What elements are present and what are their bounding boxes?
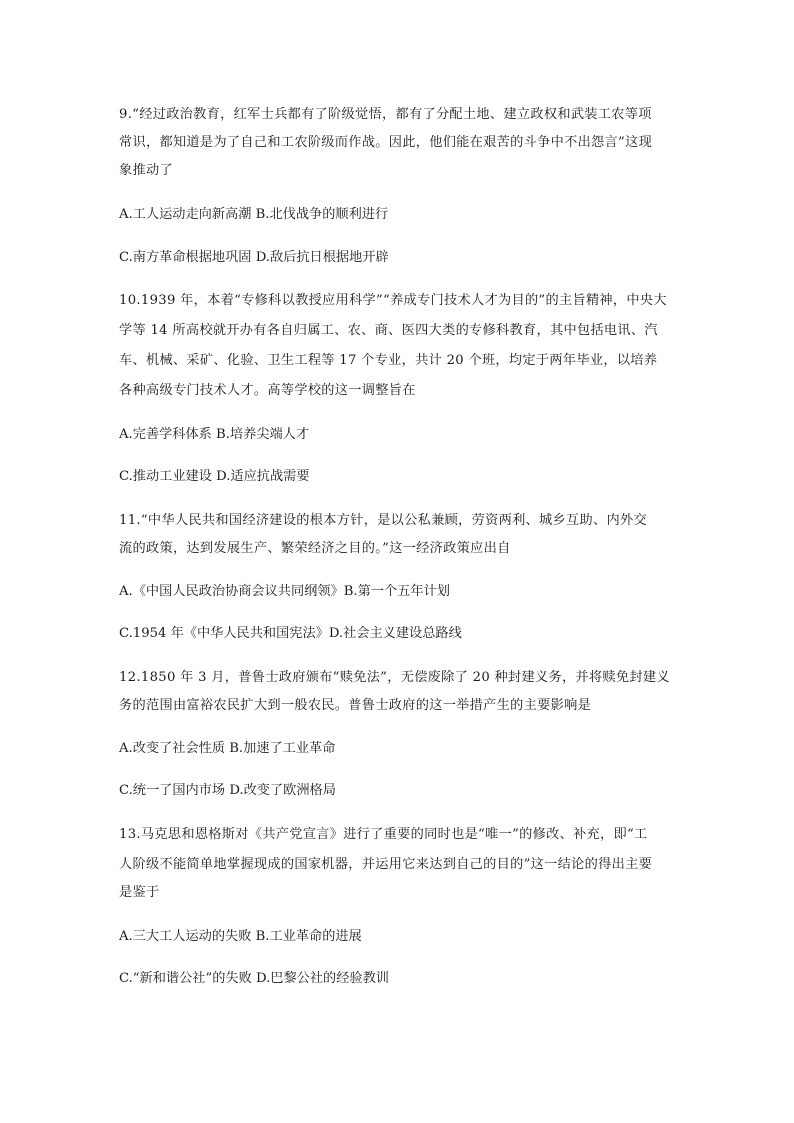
q10-stem-line-4: 各种高级专门技术人才。高等学校的这一调整旨在: [119, 383, 416, 398]
q12-option-cd: C.统一了国内市场 D.改变了欧洲格局: [119, 783, 336, 798]
q11-stem-line-1: 11.“中华人民共和国经济建设的根本方针，是以公私兼顾，劳资两利、城乡互助、内外交: [119, 513, 647, 528]
q9-stem-line-1: 9.“经过政治教育，红军士兵都有了阶级觉悟，都有了分配土地、建立政权和武装工农等项: [119, 107, 652, 122]
q11-option-cd: C.1954 年《中华人民共和国宪法》D.社会主义建设总路线: [119, 626, 462, 641]
q13-stem-line-3: 是鉴于: [119, 885, 160, 900]
q9-option-ab: A.工人运动走向新高潮 B.北伐战争的顺利进行: [119, 207, 389, 222]
q12-stem-line-1: 12.1850 年 3 月，普鲁士政府颁布“赎免法”，无偿废除了 20 种封建义务，并将赎免封建义: [119, 670, 670, 685]
q12-stem-line-2: 务的范围由富裕农民扩大到一般农民。普鲁士政府的这一举措产生的主要影响是: [119, 698, 592, 713]
q9-stem-line-2: 常识，都知道是为了自己和工农阶级而作战。因此，他们能在艰苦的斗争中不出怨言”这现: [119, 135, 653, 150]
q12-option-ab: A.改变了社会性质 B.加速了工业革命: [119, 741, 336, 756]
q11-option-ab: A.《中国人民政治协商会议共同纲领》B.第一个五年计划: [119, 584, 450, 599]
q10-stem-line-2: 学等 14 所高校就开办有各自归属工、农、商、医四大类的专修科教育，其中包括电讯、汽: [119, 323, 658, 338]
q10-stem-line-1: 10.1939 年，本着“专修科以教授应用科学”“养成专门技术人才为目的”的主旨精神，中央大: [119, 293, 667, 308]
q10-stem-line-3: 车、机械、采矿、化验、卫生工程等 17 个专业，共计 20 个班，均定于两年毕业，以培养: [119, 353, 658, 368]
q11-stem-line-2: 流的政策，达到发展生产、繁荣经济之目的。”这一经济政策应出自: [119, 541, 511, 556]
q13-option-cd: C.“新和谐公社”的失败 D.巴黎公社的经验教训: [119, 971, 389, 986]
q10-option-cd: C.推动工业建设 D.适应抗战需要: [119, 469, 310, 484]
q13-stem-line-1: 13.马克思和恩格斯对《共产党宣言》进行了重要的同时也是“唯一”的修改、补充，即“工: [119, 827, 648, 842]
q9-option-cd: C.南方革命根据地巩固 D.敌后抗日根据地开辟: [119, 250, 389, 265]
q10-option-ab: A.完善学科体系 B.培养尖端人才: [119, 427, 310, 442]
q13-stem-line-2: 人阶级不能简单地掌握现成的国家机器，并运用它来达到自己的目的”这一结论的得出主要: [119, 857, 653, 872]
q9-stem-line-3: 象推动了: [119, 163, 173, 178]
q13-option-ab: A.三大工人运动的失败 B.工业革命的进展: [119, 929, 362, 944]
